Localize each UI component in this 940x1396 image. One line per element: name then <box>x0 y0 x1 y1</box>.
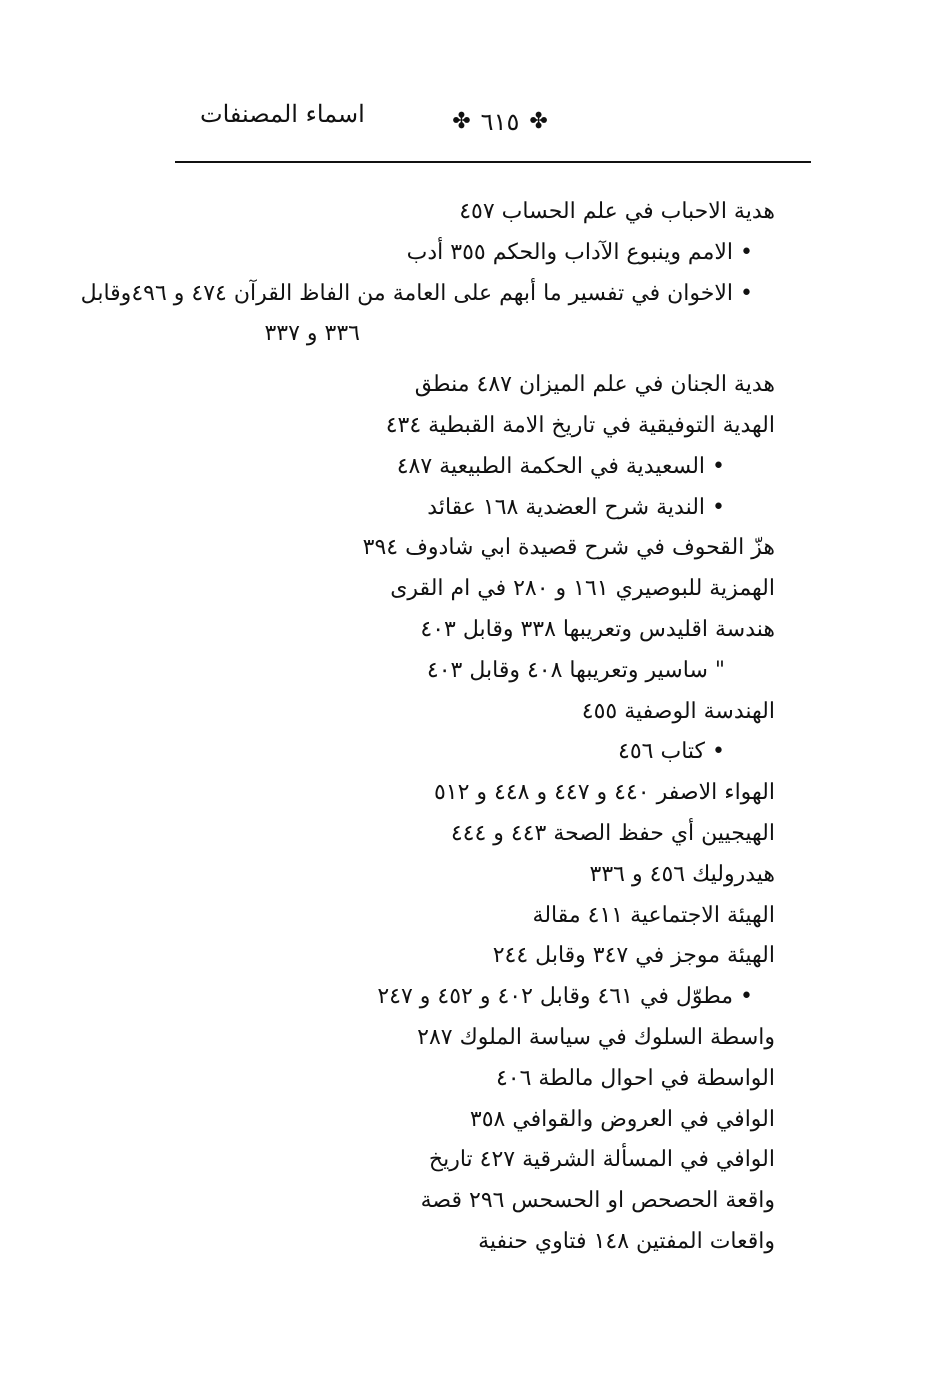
index-entry: • الندية شرح العضدية ١٦٨ عقائد <box>427 494 725 520</box>
index-entry: • كتاب ٤٥٦ <box>618 739 725 765</box>
ornament-right-icon: ✤ <box>529 109 548 134</box>
index-entry: واقعة الحصحص او الحسحس ٢٩٦ قصة <box>420 1188 775 1214</box>
header-divider <box>175 161 811 163</box>
index-entry: • الامم وينبوع الآداب والحكم ٣٥٥ أدب <box>406 239 753 265</box>
index-entry: واقعات المفتين ١٤٨ فتاوي حنفية <box>478 1228 775 1254</box>
index-entry: الهندسة الوصفية ٤٥٥ <box>581 698 775 724</box>
index-entry: الوافي في العروض والقوافي ٣٥٨ <box>469 1106 775 1132</box>
index-entry-continuation: ٣٣٦ و ٣٣٧ <box>264 321 360 347</box>
index-entry: هدية الجنان في علم الميزان ٤٨٧ منطق <box>414 372 775 398</box>
index-entry: الهيئة الاجتماعية ٤١١ مقالة <box>532 902 775 928</box>
index-entry: الواسطة في احوال مالطة ٤٠٦ <box>495 1065 775 1091</box>
index-entry: هيدروليك ٤٥٦ و ٣٣٦ <box>589 861 775 887</box>
index-entry: • مطوّل في ٤٦١ وقابل ٤٠٢ و ٤٥٢ و ٢٤٧ <box>377 984 753 1010</box>
index-entry: هندسة اقليدس وتعريبها ٣٣٨ وقابل ٤٠٣ <box>420 616 775 642</box>
index-entry: الهيجيين أي حفظ الصحة ٤٤٣ و ٤٤٤ <box>450 820 775 846</box>
index-entry: • السعيدية في الحكمة الطبيعية ٤٨٧ <box>396 453 725 479</box>
index-entry: هزّ القحوف في شرح قصيدة ابي شادوف ٣٩٤ <box>362 535 775 561</box>
index-entry: الوافي في المسألة الشرقية ٤٢٧ تاريخ <box>428 1147 775 1173</box>
index-entry: الهيئة موجز في ٣٤٧ وقابل ٢٤٤ <box>492 943 775 969</box>
index-entry: • الاخوان في تفسير ما أبهم على العامة من الفاظ القرآن ٤٧٤ و ٤٩٦وقابل <box>80 280 753 306</box>
index-entry: الهمزية للبوصيري ١٦١ و ٢٨٠ في ام القرى <box>390 576 775 602</box>
ornament-left-icon: ✤ <box>452 109 471 134</box>
index-entry: هدية الاحباب في علم الحساب ٤٥٧ <box>459 199 775 224</box>
index-entry: الهواء الاصفر ٤٤٠ و ٤٤٧ و ٤٤٨ و ٥١٢ <box>433 780 775 806</box>
running-header-title: اسماء المصنفات <box>200 100 365 128</box>
index-entries <box>80 192 775 1263</box>
page-number-block <box>440 108 560 136</box>
index-entry: واسطة السلوك في سياسة الملوك ٢٨٧ <box>417 1024 775 1050</box>
page-number: ٦١٥ <box>480 108 520 136</box>
index-entry: الهدية التوفيقية في تاريخ الامة القبطية ٤٣٤ <box>385 412 775 438</box>
index-entry: " ساسير وتعريبها ٤٠٨ وقابل ٤٠٣ <box>426 657 725 683</box>
